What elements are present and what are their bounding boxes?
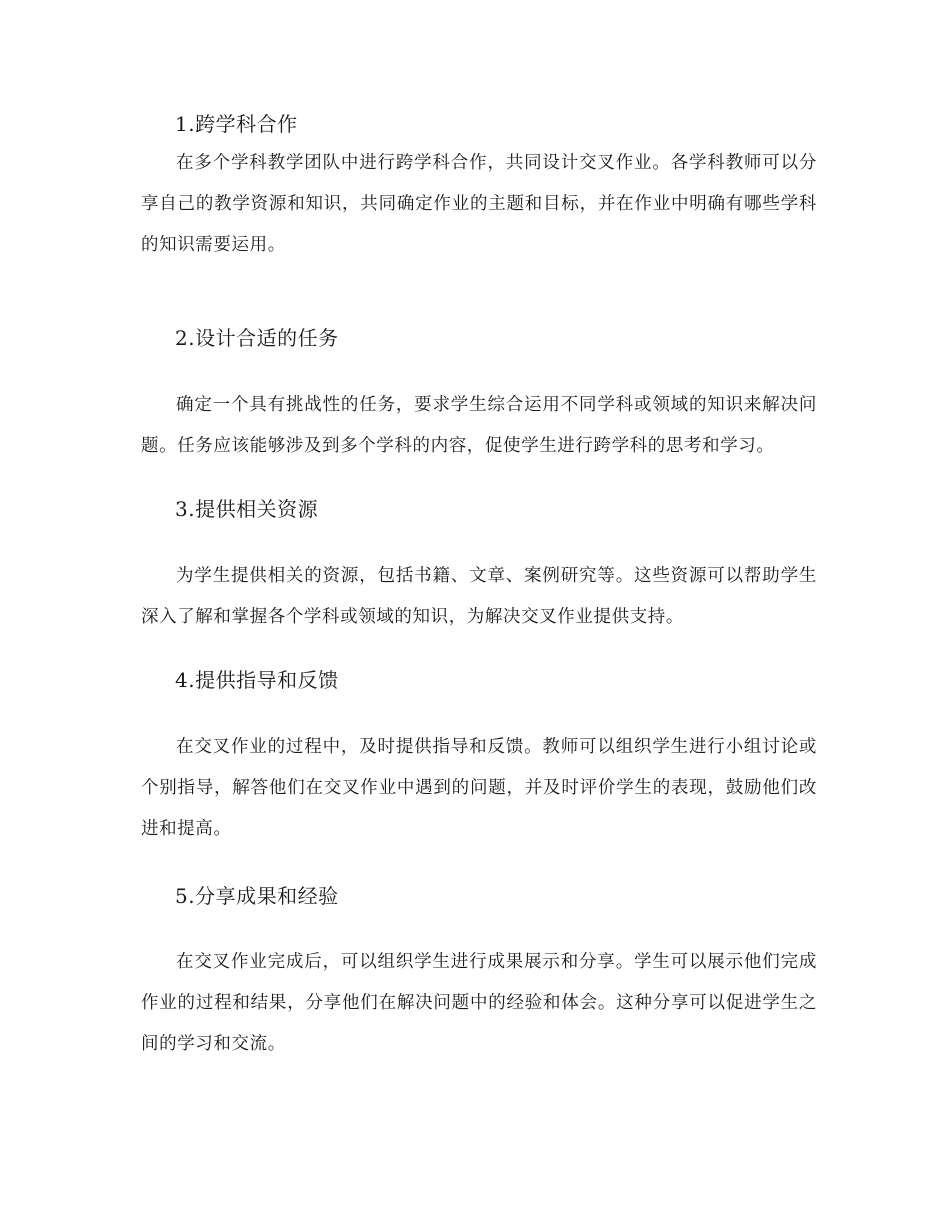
section-5-heading: 5.分享成果和经验 (175, 884, 339, 908)
section-1-heading: 1.跨学科合作 (175, 112, 298, 136)
section-2-paragraph: 确定一个具有挑战性的任务，要求学生综合运用不同学科或领域的知识来解决问题。任务应该能够涉及到多个学科的内容，促使学生进行跨学科的思考和学习。 (141, 395, 817, 456)
section-4-heading: 4.提供指导和反馈 (175, 668, 339, 692)
section-3-heading: 3.提供相关资源 (175, 497, 319, 521)
section-5-paragraph: 在交叉作业完成后，可以组织学生进行成果展示和分享。学生可以展示他们完成作业的过程和结果，分享他们在解决问题中的经验和体会。这种分享可以促进学生之间的学习和交流。 (141, 952, 817, 1054)
section-3-paragraph: 为学生提供相关的资源，包括书籍、文章、案例研究等。这些资源可以帮助学生深入了解和掌握各个学科或领域的知识，为解决交叉作业提供支持。 (141, 566, 817, 627)
section-2-heading: 2.设计合适的任务 (175, 326, 339, 350)
section-4-paragraph: 在交叉作业的过程中，及时提供指导和反馈。教师可以组织学生进行小组讨论或个别指导，解答他们在交叉作业中遇到的问题，并及时评价学生的表现，鼓励他们改进和提高。 (141, 737, 817, 839)
section-1-paragraph: 在多个学科教学团队中进行跨学科合作，共同设计交叉作业。各学科教师可以分享自己的教学资源和知识，共同确定作业的主题和目标，并在作业中明确有哪些学科的知识需要运用。 (141, 153, 817, 255)
